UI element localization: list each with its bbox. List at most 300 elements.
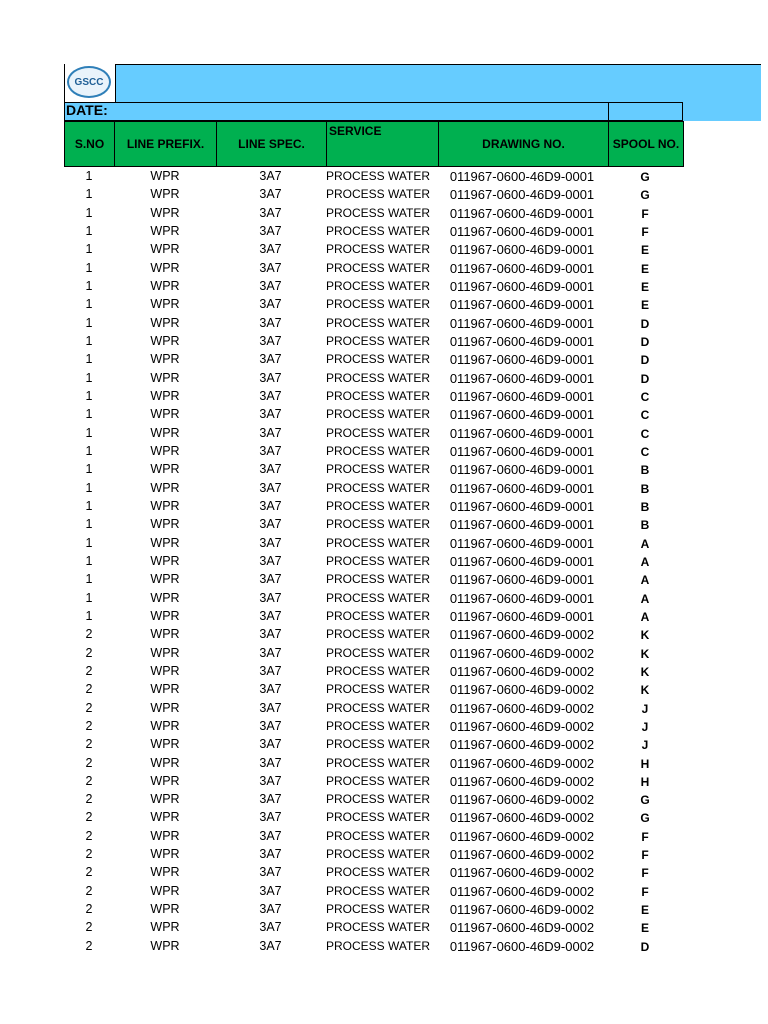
- spool-no-cell[interactable]: F: [641, 224, 649, 239]
- service-cell[interactable]: PROCESS WATER: [326, 553, 431, 568]
- table-row[interactable]: [64, 168, 684, 186]
- drawing-no-cell[interactable]: 011967-0600-46D9-0002: [449, 792, 595, 808]
- line-spec-cell[interactable]: 3A7: [259, 700, 282, 715]
- table-row[interactable]: [64, 553, 684, 571]
- spool-no-cell[interactable]: A: [640, 591, 650, 606]
- line-prefix-cell[interactable]: WPR: [150, 388, 180, 403]
- drawing-no-cell[interactable]: 011967-0600-46D9-0002: [449, 865, 595, 881]
- drawing-no-cell[interactable]: 011967-0600-46D9-0002: [449, 773, 595, 789]
- sno-cell[interactable]: 2: [85, 810, 93, 825]
- table-row[interactable]: [64, 608, 684, 626]
- service-cell[interactable]: PROCESS WATER: [326, 425, 431, 440]
- table-row[interactable]: [64, 645, 684, 663]
- table-row[interactable]: [64, 681, 684, 699]
- line-spec-cell[interactable]: 3A7: [259, 260, 282, 275]
- sno-cell[interactable]: 1: [85, 205, 93, 220]
- sno-cell[interactable]: 1: [85, 498, 93, 513]
- spool-no-cell[interactable]: J: [641, 738, 649, 753]
- service-cell[interactable]: PROCESS WATER: [326, 663, 431, 678]
- sno-cell[interactable]: 1: [85, 462, 93, 477]
- drawing-no-cell[interactable]: 011967-0600-46D9-0001: [449, 388, 595, 404]
- line-spec-cell[interactable]: 3A7: [259, 205, 282, 220]
- line-prefix-cell[interactable]: WPR: [150, 920, 180, 935]
- line-prefix-cell[interactable]: WPR: [150, 535, 180, 550]
- line-prefix-cell[interactable]: WPR: [150, 645, 180, 660]
- line-spec-cell[interactable]: 3A7: [259, 333, 282, 348]
- service-cell[interactable]: PROCESS WATER: [326, 883, 431, 898]
- drawing-no-cell[interactable]: 011967-0600-46D9-0001: [449, 425, 595, 441]
- drawing-no-cell[interactable]: 011967-0600-46D9-0001: [449, 370, 595, 386]
- line-spec-cell[interactable]: 3A7: [259, 315, 282, 330]
- drawing-no-cell[interactable]: 011967-0600-46D9-0002: [449, 627, 595, 643]
- line-prefix-cell[interactable]: WPR: [150, 517, 180, 532]
- drawing-no-cell[interactable]: 011967-0600-46D9-0002: [449, 645, 595, 661]
- sno-cell[interactable]: 1: [85, 297, 93, 312]
- column-header-sno[interactable]: S.NO: [65, 122, 115, 166]
- line-spec-cell[interactable]: 3A7: [259, 498, 282, 513]
- line-prefix-cell[interactable]: WPR: [150, 737, 180, 752]
- spool-no-cell[interactable]: K: [640, 664, 650, 679]
- spool-no-cell[interactable]: K: [640, 683, 650, 698]
- line-spec-cell[interactable]: 3A7: [259, 590, 282, 605]
- line-prefix-cell[interactable]: WPR: [150, 810, 180, 825]
- line-prefix-cell[interactable]: WPR: [150, 462, 180, 477]
- spool-no-cell[interactable]: B: [640, 499, 650, 514]
- date-value-cell[interactable]: [608, 102, 684, 121]
- spool-no-cell[interactable]: E: [640, 903, 649, 918]
- service-cell[interactable]: PROCESS WATER: [326, 645, 431, 660]
- table-row[interactable]: [64, 370, 684, 388]
- sno-cell[interactable]: 1: [85, 425, 93, 440]
- service-cell[interactable]: PROCESS WATER: [326, 718, 431, 733]
- table-row[interactable]: [64, 315, 684, 333]
- line-spec-cell[interactable]: 3A7: [259, 847, 282, 862]
- line-spec-cell[interactable]: 3A7: [259, 223, 282, 238]
- drawing-no-cell[interactable]: 011967-0600-46D9-0002: [449, 700, 595, 716]
- sno-cell[interactable]: 1: [85, 370, 93, 385]
- sno-cell[interactable]: 1: [85, 260, 93, 275]
- sno-cell[interactable]: 1: [85, 407, 93, 422]
- line-spec-cell[interactable]: 3A7: [259, 278, 282, 293]
- table-row[interactable]: [64, 663, 684, 681]
- service-cell[interactable]: PROCESS WATER: [326, 462, 431, 477]
- table-row[interactable]: [64, 626, 684, 644]
- table-row[interactable]: [64, 791, 684, 809]
- line-prefix-cell[interactable]: WPR: [150, 883, 180, 898]
- spool-no-cell[interactable]: F: [641, 884, 649, 899]
- service-cell[interactable]: PROCESS WATER: [326, 938, 431, 953]
- drawing-no-cell[interactable]: 011967-0600-46D9-0001: [449, 169, 595, 184]
- line-prefix-cell[interactable]: WPR: [150, 352, 180, 367]
- service-cell[interactable]: PROCESS WATER: [326, 260, 431, 275]
- table-row[interactable]: [64, 351, 684, 369]
- line-spec-cell[interactable]: 3A7: [259, 407, 282, 422]
- sno-cell[interactable]: 2: [85, 792, 93, 807]
- drawing-no-cell[interactable]: 011967-0600-46D9-0001: [449, 443, 595, 459]
- service-cell[interactable]: PROCESS WATER: [326, 847, 431, 862]
- service-cell[interactable]: PROCESS WATER: [326, 828, 431, 843]
- spool-no-cell[interactable]: B: [640, 518, 650, 533]
- sno-cell[interactable]: 2: [85, 645, 93, 660]
- spool-no-cell[interactable]: D: [640, 371, 650, 386]
- line-spec-cell[interactable]: 3A7: [259, 572, 282, 587]
- table-row[interactable]: [64, 498, 684, 516]
- column-header-line-prefix[interactable]: LINE PREFIX.: [115, 122, 217, 166]
- line-spec-cell[interactable]: 3A7: [259, 443, 282, 458]
- sno-cell[interactable]: 2: [85, 847, 93, 862]
- table-row[interactable]: [64, 296, 684, 314]
- column-header-service[interactable]: SERVICE: [327, 122, 439, 166]
- drawing-no-cell[interactable]: 011967-0600-46D9-0002: [449, 883, 595, 899]
- table-row[interactable]: [64, 333, 684, 351]
- line-prefix-cell[interactable]: WPR: [150, 297, 180, 312]
- drawing-no-cell[interactable]: 011967-0600-46D9-0002: [449, 938, 595, 954]
- spool-no-cell[interactable]: C: [640, 426, 650, 441]
- service-cell[interactable]: PROCESS WATER: [326, 608, 431, 623]
- line-spec-cell[interactable]: 3A7: [259, 938, 282, 953]
- drawing-no-cell[interactable]: 011967-0600-46D9-0001: [449, 480, 595, 496]
- line-spec-cell[interactable]: 3A7: [259, 792, 282, 807]
- line-spec-cell[interactable]: 3A7: [259, 645, 282, 660]
- drawing-no-cell[interactable]: 011967-0600-46D9-0002: [449, 920, 595, 936]
- service-cell[interactable]: PROCESS WATER: [326, 443, 431, 458]
- line-spec-cell[interactable]: 3A7: [259, 718, 282, 733]
- spool-no-cell[interactable]: H: [640, 774, 650, 789]
- sno-cell[interactable]: 2: [85, 938, 93, 953]
- service-cell[interactable]: PROCESS WATER: [326, 187, 431, 202]
- table-row[interactable]: [64, 241, 684, 259]
- line-spec-cell[interactable]: 3A7: [259, 883, 282, 898]
- line-spec-cell[interactable]: 3A7: [259, 187, 282, 202]
- drawing-no-cell[interactable]: 011967-0600-46D9-0001: [449, 535, 595, 551]
- table-row[interactable]: [64, 461, 684, 479]
- sno-cell[interactable]: 1: [85, 480, 93, 495]
- drawing-no-cell[interactable]: 011967-0600-46D9-0001: [449, 462, 595, 478]
- sno-cell[interactable]: 1: [85, 242, 93, 257]
- service-cell[interactable]: PROCESS WATER: [326, 223, 431, 238]
- service-cell[interactable]: PROCESS WATER: [326, 242, 431, 257]
- table-row[interactable]: [64, 773, 684, 791]
- line-spec-cell[interactable]: 3A7: [259, 902, 282, 917]
- service-cell[interactable]: PROCESS WATER: [326, 315, 431, 330]
- service-cell[interactable]: PROCESS WATER: [326, 498, 431, 513]
- line-spec-cell[interactable]: 3A7: [259, 297, 282, 312]
- spool-no-cell[interactable]: A: [640, 536, 650, 551]
- line-prefix-cell[interactable]: WPR: [150, 627, 180, 642]
- drawing-no-cell[interactable]: 011967-0600-46D9-0002: [449, 810, 595, 826]
- line-spec-cell[interactable]: 3A7: [259, 810, 282, 825]
- line-spec-cell[interactable]: 3A7: [259, 663, 282, 678]
- table-row[interactable]: [64, 755, 684, 773]
- line-spec-cell[interactable]: 3A7: [259, 865, 282, 880]
- table-row[interactable]: [64, 846, 684, 864]
- sno-cell[interactable]: 2: [85, 920, 93, 935]
- line-prefix-cell[interactable]: WPR: [150, 938, 180, 953]
- table-row[interactable]: [64, 388, 684, 406]
- sno-cell[interactable]: 2: [85, 682, 93, 697]
- table-row[interactable]: [64, 480, 684, 498]
- drawing-no-cell[interactable]: 011967-0600-46D9-0002: [449, 902, 595, 918]
- line-spec-cell[interactable]: 3A7: [259, 828, 282, 843]
- line-prefix-cell[interactable]: WPR: [150, 443, 180, 458]
- service-cell[interactable]: PROCESS WATER: [326, 627, 431, 642]
- sno-cell[interactable]: 1: [85, 608, 93, 623]
- spool-no-cell[interactable]: C: [640, 408, 650, 423]
- line-spec-cell[interactable]: 3A7: [259, 169, 282, 183]
- spool-no-cell[interactable]: C: [640, 389, 650, 404]
- drawing-no-cell[interactable]: 011967-0600-46D9-0001: [449, 407, 595, 423]
- line-spec-cell[interactable]: 3A7: [259, 242, 282, 257]
- drawing-no-cell[interactable]: 011967-0600-46D9-0001: [449, 352, 595, 368]
- line-prefix-cell[interactable]: WPR: [150, 700, 180, 715]
- service-cell[interactable]: PROCESS WATER: [326, 517, 431, 532]
- line-prefix-cell[interactable]: WPR: [150, 663, 180, 678]
- line-prefix-cell[interactable]: WPR: [150, 333, 180, 348]
- service-cell[interactable]: PROCESS WATER: [326, 407, 431, 422]
- table-row[interactable]: [64, 809, 684, 827]
- line-spec-cell[interactable]: 3A7: [259, 517, 282, 532]
- line-prefix-cell[interactable]: WPR: [150, 260, 180, 275]
- table-row[interactable]: [64, 278, 684, 296]
- drawing-no-cell[interactable]: 011967-0600-46D9-0002: [449, 663, 595, 679]
- spool-no-cell[interactable]: E: [640, 261, 649, 276]
- table-row[interactable]: [64, 864, 684, 882]
- line-spec-cell[interactable]: 3A7: [259, 773, 282, 788]
- sno-cell[interactable]: 1: [85, 535, 93, 550]
- sno-cell[interactable]: 2: [85, 902, 93, 917]
- spool-no-cell[interactable]: C: [640, 444, 650, 459]
- line-prefix-cell[interactable]: WPR: [150, 755, 180, 770]
- line-prefix-cell[interactable]: WPR: [150, 315, 180, 330]
- service-cell[interactable]: PROCESS WATER: [326, 388, 431, 403]
- line-prefix-cell[interactable]: WPR: [150, 828, 180, 843]
- table-row[interactable]: [64, 443, 684, 461]
- line-spec-cell[interactable]: 3A7: [259, 480, 282, 495]
- line-prefix-cell[interactable]: WPR: [150, 242, 180, 257]
- line-prefix-cell[interactable]: WPR: [150, 370, 180, 385]
- drawing-no-cell[interactable]: 011967-0600-46D9-0001: [449, 205, 595, 221]
- drawing-no-cell[interactable]: 011967-0600-46D9-0001: [449, 572, 595, 588]
- line-prefix-cell[interactable]: WPR: [150, 223, 180, 238]
- service-cell[interactable]: PROCESS WATER: [326, 865, 431, 880]
- drawing-no-cell[interactable]: 011967-0600-46D9-0001: [449, 278, 595, 294]
- spool-no-cell[interactable]: A: [640, 554, 650, 569]
- table-row[interactable]: [64, 901, 684, 919]
- line-prefix-cell[interactable]: WPR: [150, 792, 180, 807]
- spool-no-cell[interactable]: K: [640, 646, 650, 661]
- sno-cell[interactable]: 1: [85, 333, 93, 348]
- sno-cell[interactable]: 2: [85, 755, 93, 770]
- sno-cell[interactable]: 2: [85, 718, 93, 733]
- sno-cell[interactable]: 2: [85, 773, 93, 788]
- service-cell[interactable]: PROCESS WATER: [326, 535, 431, 550]
- sno-cell[interactable]: 1: [85, 223, 93, 238]
- table-row[interactable]: [64, 223, 684, 241]
- service-cell[interactable]: PROCESS WATER: [326, 352, 431, 367]
- service-cell[interactable]: PROCESS WATER: [326, 297, 431, 312]
- service-cell[interactable]: PROCESS WATER: [326, 333, 431, 348]
- sno-cell[interactable]: 1: [85, 388, 93, 403]
- line-prefix-cell[interactable]: WPR: [150, 498, 180, 513]
- line-spec-cell[interactable]: 3A7: [259, 627, 282, 642]
- spool-no-cell[interactable]: E: [640, 243, 649, 258]
- line-spec-cell[interactable]: 3A7: [259, 608, 282, 623]
- line-spec-cell[interactable]: 3A7: [259, 553, 282, 568]
- table-row[interactable]: [64, 828, 684, 846]
- line-prefix-cell[interactable]: WPR: [150, 773, 180, 788]
- spool-no-cell[interactable]: D: [640, 316, 650, 331]
- spool-no-cell[interactable]: A: [640, 573, 650, 588]
- line-prefix-cell[interactable]: WPR: [150, 608, 180, 623]
- line-spec-cell[interactable]: 3A7: [259, 755, 282, 770]
- table-row[interactable]: [64, 938, 684, 956]
- sno-cell[interactable]: 2: [85, 865, 93, 880]
- table-row[interactable]: [64, 718, 684, 736]
- sno-cell[interactable]: 1: [85, 187, 93, 202]
- spool-no-cell[interactable]: F: [641, 866, 649, 881]
- drawing-no-cell[interactable]: 011967-0600-46D9-0001: [449, 242, 595, 258]
- spool-no-cell[interactable]: D: [640, 939, 650, 954]
- line-prefix-cell[interactable]: WPR: [150, 572, 180, 587]
- service-cell[interactable]: PROCESS WATER: [326, 278, 431, 293]
- spool-no-cell[interactable]: F: [641, 206, 649, 221]
- spool-no-cell[interactable]: E: [640, 279, 649, 294]
- line-spec-cell[interactable]: 3A7: [259, 737, 282, 752]
- drawing-no-cell[interactable]: 011967-0600-46D9-0001: [449, 223, 595, 239]
- service-cell[interactable]: PROCESS WATER: [326, 480, 431, 495]
- column-header-drawing-no[interactable]: DRAWING NO.: [439, 122, 609, 166]
- spool-no-cell[interactable]: E: [640, 298, 649, 313]
- line-prefix-cell[interactable]: WPR: [150, 480, 180, 495]
- table-row[interactable]: [64, 736, 684, 754]
- table-row[interactable]: [64, 205, 684, 223]
- sno-cell[interactable]: 1: [85, 315, 93, 330]
- spool-no-cell[interactable]: G: [640, 188, 650, 203]
- service-cell[interactable]: PROCESS WATER: [326, 700, 431, 715]
- drawing-no-cell[interactable]: 011967-0600-46D9-0002: [449, 737, 595, 753]
- service-cell[interactable]: PROCESS WATER: [326, 792, 431, 807]
- spool-no-cell[interactable]: G: [640, 170, 650, 184]
- drawing-no-cell[interactable]: 011967-0600-46D9-0001: [449, 333, 595, 349]
- drawing-no-cell[interactable]: 011967-0600-46D9-0001: [449, 590, 595, 606]
- sno-cell[interactable]: 2: [85, 828, 93, 843]
- line-prefix-cell[interactable]: WPR: [150, 590, 180, 605]
- line-spec-cell[interactable]: 3A7: [259, 682, 282, 697]
- line-prefix-cell[interactable]: WPR: [150, 718, 180, 733]
- drawing-no-cell[interactable]: 011967-0600-46D9-0002: [449, 847, 595, 863]
- column-header-spool-no[interactable]: SPOOL NO.: [612, 137, 680, 151]
- drawing-no-cell[interactable]: 011967-0600-46D9-0002: [449, 718, 595, 734]
- spool-no-cell[interactable]: A: [640, 609, 650, 624]
- spool-no-cell[interactable]: B: [640, 463, 650, 478]
- spool-no-cell[interactable]: J: [641, 719, 649, 734]
- spool-no-cell[interactable]: J: [641, 701, 649, 716]
- sno-cell[interactable]: 2: [85, 737, 93, 752]
- table-row[interactable]: [64, 590, 684, 608]
- sno-cell[interactable]: 1: [85, 590, 93, 605]
- spool-no-cell[interactable]: G: [640, 793, 650, 808]
- table-row[interactable]: [64, 571, 684, 589]
- table-row[interactable]: [64, 535, 684, 553]
- sno-cell[interactable]: 1: [85, 572, 93, 587]
- line-prefix-cell[interactable]: WPR: [150, 902, 180, 917]
- service-cell[interactable]: PROCESS WATER: [326, 810, 431, 825]
- drawing-no-cell[interactable]: 011967-0600-46D9-0001: [449, 187, 595, 203]
- drawing-no-cell[interactable]: 011967-0600-46D9-0001: [449, 315, 595, 331]
- spool-no-cell[interactable]: K: [640, 628, 650, 643]
- sno-cell[interactable]: 2: [85, 700, 93, 715]
- service-cell[interactable]: PROCESS WATER: [326, 169, 431, 183]
- drawing-no-cell[interactable]: 011967-0600-46D9-0001: [449, 260, 595, 276]
- sno-cell[interactable]: 1: [85, 352, 93, 367]
- drawing-no-cell[interactable]: 011967-0600-46D9-0002: [449, 755, 595, 771]
- line-prefix-cell[interactable]: WPR: [150, 278, 180, 293]
- spool-no-cell[interactable]: D: [640, 353, 650, 368]
- service-cell[interactable]: PROCESS WATER: [326, 205, 431, 220]
- line-prefix-cell[interactable]: WPR: [150, 847, 180, 862]
- service-cell[interactable]: PROCESS WATER: [326, 920, 431, 935]
- line-spec-cell[interactable]: 3A7: [259, 370, 282, 385]
- line-spec-cell[interactable]: 3A7: [259, 388, 282, 403]
- line-prefix-cell[interactable]: WPR: [150, 169, 180, 183]
- service-cell[interactable]: PROCESS WATER: [326, 773, 431, 788]
- sno-cell[interactable]: 2: [85, 663, 93, 678]
- drawing-no-cell[interactable]: 011967-0600-46D9-0002: [449, 682, 595, 698]
- table-row[interactable]: [64, 883, 684, 901]
- spool-no-cell[interactable]: B: [640, 481, 650, 496]
- line-prefix-cell[interactable]: WPR: [150, 425, 180, 440]
- sno-cell[interactable]: 1: [85, 169, 93, 183]
- line-prefix-cell[interactable]: WPR: [150, 553, 180, 568]
- service-cell[interactable]: PROCESS WATER: [326, 370, 431, 385]
- line-prefix-cell[interactable]: WPR: [150, 865, 180, 880]
- sno-cell[interactable]: 2: [85, 627, 93, 642]
- table-row[interactable]: [64, 516, 684, 534]
- table-row[interactable]: [64, 919, 684, 937]
- sno-cell[interactable]: 1: [85, 517, 93, 532]
- service-cell[interactable]: PROCESS WATER: [326, 755, 431, 770]
- drawing-no-cell[interactable]: 011967-0600-46D9-0001: [449, 498, 595, 514]
- service-cell[interactable]: PROCESS WATER: [326, 902, 431, 917]
- table-row[interactable]: [64, 425, 684, 443]
- spool-no-cell[interactable]: H: [640, 756, 650, 771]
- drawing-no-cell[interactable]: 011967-0600-46D9-0001: [449, 297, 595, 313]
- drawing-no-cell[interactable]: 011967-0600-46D9-0001: [449, 517, 595, 533]
- line-spec-cell[interactable]: 3A7: [259, 535, 282, 550]
- drawing-no-cell[interactable]: 011967-0600-46D9-0002: [449, 828, 595, 844]
- line-prefix-cell[interactable]: WPR: [150, 187, 180, 202]
- drawing-no-cell[interactable]: 011967-0600-46D9-0001: [449, 608, 595, 624]
- line-spec-cell[interactable]: 3A7: [259, 920, 282, 935]
- line-prefix-cell[interactable]: WPR: [150, 682, 180, 697]
- line-spec-cell[interactable]: 3A7: [259, 425, 282, 440]
- line-prefix-cell[interactable]: WPR: [150, 407, 180, 422]
- spool-no-cell[interactable]: D: [640, 334, 650, 349]
- sno-cell[interactable]: 2: [85, 883, 93, 898]
- service-cell[interactable]: PROCESS WATER: [326, 682, 431, 697]
- sno-cell[interactable]: 1: [85, 278, 93, 293]
- spool-no-cell[interactable]: G: [640, 811, 650, 826]
- service-cell[interactable]: PROCESS WATER: [326, 590, 431, 605]
- service-cell[interactable]: PROCESS WATER: [326, 737, 431, 752]
- table-row[interactable]: [64, 186, 684, 204]
- table-row[interactable]: [64, 406, 684, 424]
- line-spec-cell[interactable]: 3A7: [259, 352, 282, 367]
- column-header-line-spec[interactable]: LINE SPEC.: [217, 122, 327, 166]
- spool-no-cell[interactable]: F: [641, 829, 649, 844]
- drawing-no-cell[interactable]: 011967-0600-46D9-0001: [449, 553, 595, 569]
- table-row[interactable]: [64, 260, 684, 278]
